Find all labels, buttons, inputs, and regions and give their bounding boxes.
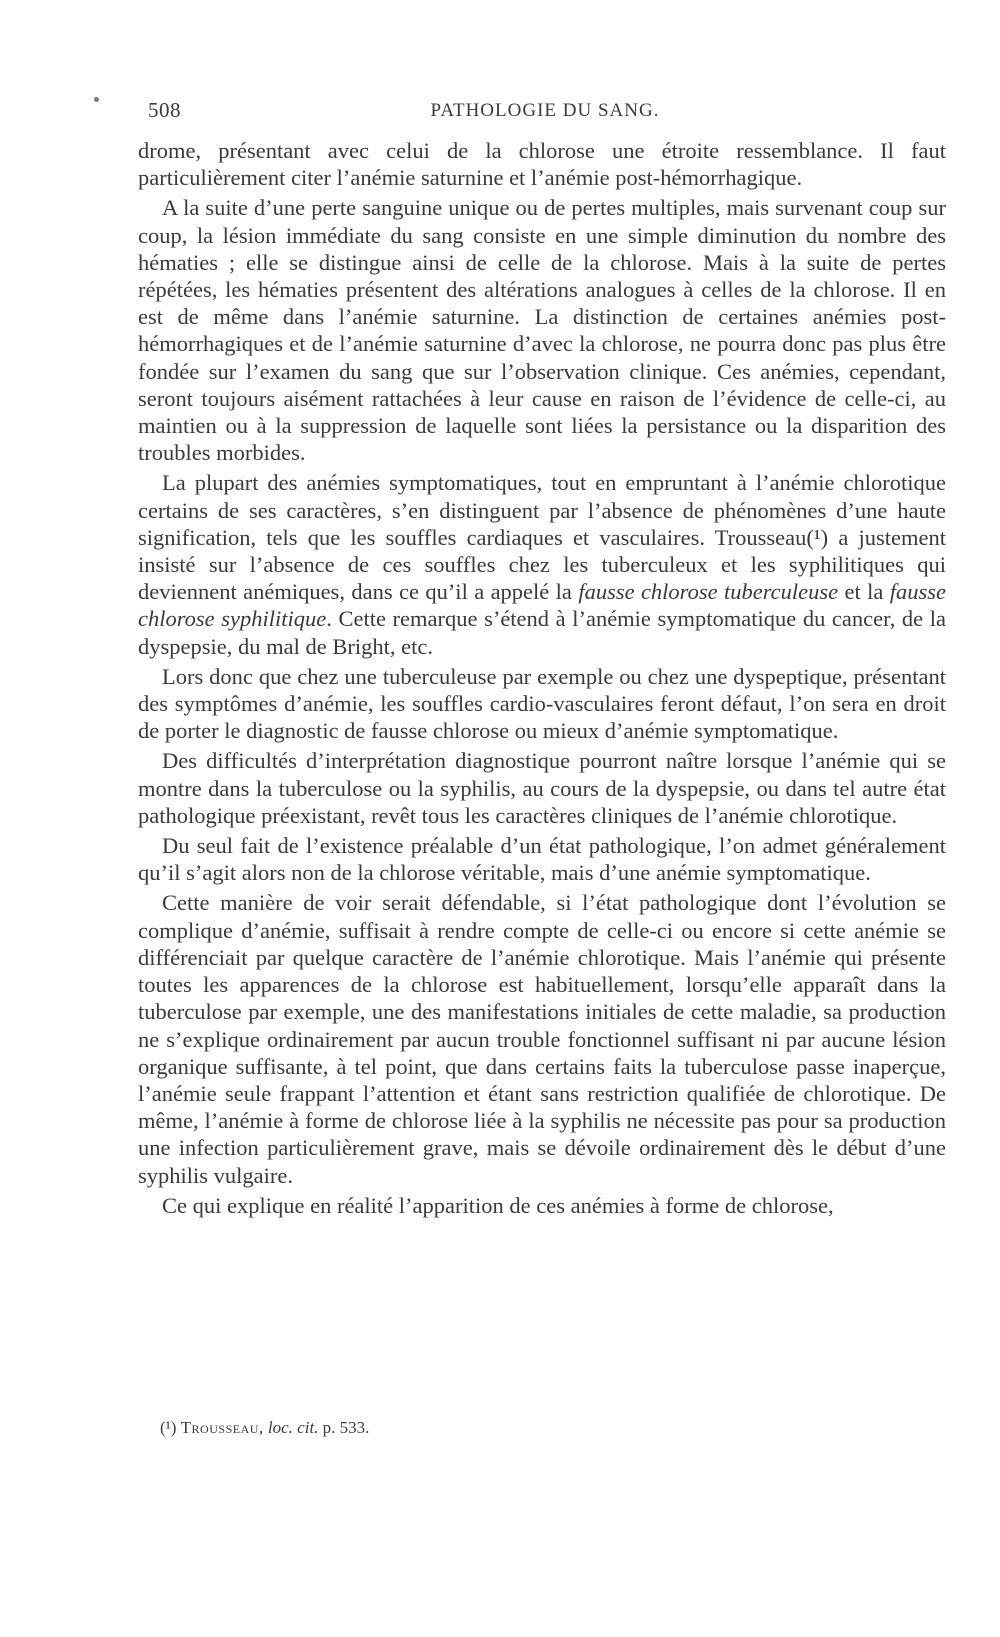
page-header bbox=[148, 98, 942, 128]
footnote-ref: (¹) bbox=[806, 524, 829, 550]
footnote-page: p. 533. bbox=[322, 1418, 370, 1437]
p3-text-b: a justement insisté sur l’absence de ces souffles chez les tuberculeux et les syphilitiques qui deviennent anémiques, dans ce qu’il a appelé la bbox=[138, 524, 946, 605]
page-number: 508 bbox=[148, 98, 181, 122]
paragraph-6: Du seul fait de l’existence préalable d’un état pathologique, l’on admet généralement qu’il s’agit alors non de la chlorose véritable, mais d’une anémie symptomatique. bbox=[138, 833, 946, 886]
running-title: PATHOLOGIE DU SANG. bbox=[430, 100, 660, 121]
print-speck bbox=[94, 97, 99, 102]
p3-italic-term-1: fausse chlorose tuberculeuse bbox=[578, 579, 839, 605]
paragraph-2: A la suite d’une perte sanguine unique ou de pertes multiples, mais survenant coup sur coup, la lésion immédiate du sang consiste en une simple diminution du nombre des hématies ; elle se distingue ainsi de celle de la chlorose. Mais à la suite de pertes répétées, les hématies présentent des altérations analogues à celles de la chlorose. Il en est de même dans l’anémie saturnine. La distinction de certaines anémies post-hémorrhagiques et de l’anémie saturnine d’avec la chlorose, ne pourra donc pas plus être fondée sur l’examen du sang que sur l’observation clinique. Ces anémies, cependant, seront toujours aisément rattachées à leur cause en raison de l’évidence de celle-ci, au maintien ou à la suppression de laquelle sont liées la persistance ou la disparition des troubles morbides. bbox=[138, 195, 946, 466]
paragraph-1: drome, présentant avec celui de la chlorose une étroite ressemblance. Il faut particulièrement citer l’anémie saturnine et l’anémie post-hémorrhagique. bbox=[138, 138, 946, 191]
p3-text-a: La plupart des anémies symptomatiques, tout en empruntant à l’anémie chlorotique certains de ses caractères, s’en distinguent par l’absence de phénomènes d’une haute signification, tels que les souffles cardiaques et vasculaires. Trousseau bbox=[138, 470, 946, 550]
footnote-marker: (¹) bbox=[160, 1418, 177, 1437]
footnote bbox=[160, 1418, 940, 1438]
paragraph-4: Lors donc que chez une tuberculeuse par exemple ou chez une dyspeptique, présentant des symptômes d’anémie, les souffles cardio-vasculaires feront défaut, l’on sera en droit de porter le diagnostic de fausse chlorose ou mieux d’anémie symptomatique. bbox=[138, 663, 946, 744]
paragraph-8: Ce qui explique en réalité l’apparition de ces anémies à forme de chlorose, bbox=[162, 1192, 834, 1218]
body-text bbox=[138, 137, 946, 1219]
paragraph-3 bbox=[138, 469, 946, 659]
p3-text-d: . Cette remarque s’étend à l’anémie symptomatique du cancer, de la dyspepsie, du mal de Bright, etc. bbox=[138, 606, 947, 659]
footnote-author: Trousseau, bbox=[180, 1418, 264, 1437]
p3-italic-term-2: fausse chlorose syphilitique bbox=[138, 579, 947, 632]
paragraph-7: Cette manière de voir serait défendable, si l’état pathologique dont l’évolution se complique d’anémie, suffisait à rendre compte de celle-ci ou encore si cette anémie se différenciait par quelque caractère de l’anémie chlorotique. Mais l’anémie qui présente toutes les apparences de la chlorose est habituellement, lorsqu’elle apparaît dans la tuberculose par exemple, une des manifestations initiales de cette maladie, sa production ne s’explique ordinairement par aucun trouble fonctionnel suffisant ni par aucune lésion organique suffisante, à tel point, que dans certains faits la tuberculose passe inaperçue, l’anémie seule frappant l’attention et étant sans restriction qualifiée de chlorotique. De même, l’anémie à forme de chlorose liée à la syphilis ne nécessite pas pour sa production une infection particulièrement grave, mais se dévoile ordinairement dès le début d’une syphilis vulgaire. bbox=[138, 890, 946, 1188]
p3-text-c: et la bbox=[838, 579, 890, 605]
footnote-ref-text: loc. cit. bbox=[267, 1418, 319, 1437]
paragraph-5: Des difficultés d’interprétation diagnostique pourront naître lorsque l’anémie qui se montre dans la tuberculose ou la syphilis, au cours de la dyspepsie, ou dans tel autre état pathologique préexistant, revêt tous les caractères cliniques de l’anémie chlorotique. bbox=[138, 748, 946, 828]
